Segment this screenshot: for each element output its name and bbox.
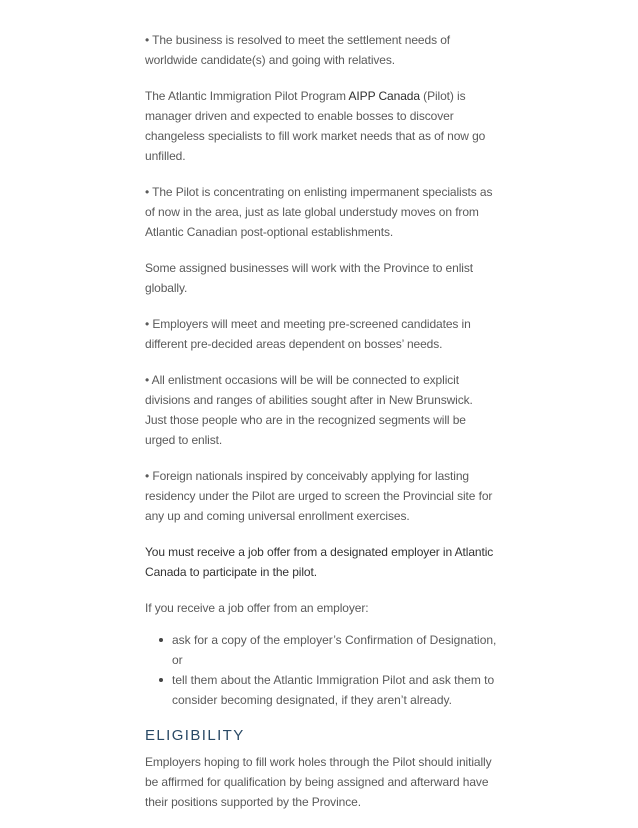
paragraph-aipp-intro	[145, 86, 497, 166]
paragraph-assigned-businesses: Some assigned businesses will work with the Province to enlist globally.	[145, 261, 473, 295]
bullet-icon	[159, 678, 163, 682]
paragraph-employers-meet: • Employers will meet and meeting pre-screened candidates in different pre-decided areas dependent on bosses’ needs.	[145, 317, 471, 351]
list-item	[172, 630, 497, 670]
aipp-intro-text-before: The Atlantic Immigration Pilot Program	[145, 89, 349, 103]
aipp-canada-link[interactable]: AIPP Canada	[348, 89, 420, 103]
eligibility-heading: ELIGIBILITY	[145, 727, 245, 744]
paragraph-settlement-needs: • The business is resolved to meet the settlement needs of worldwide candidate(s) and going with relatives.	[145, 33, 451, 67]
job-offer-steps-list	[145, 630, 497, 710]
bullet-icon	[159, 638, 163, 642]
list-item-text: tell them about the Atlantic Immigration Pilot and ask them to consider becoming designated, if they aren’t already.	[172, 673, 495, 707]
paragraph-enlistment-occasions: • All enlistment occasions will be will be connected to explicit divisions and ranges of abilities sought after in New Brunswick. Just those people who are in the recognized segments will be urged to enlist.	[145, 373, 473, 447]
aipp-intro-text-after: (Pilot) is manager driven and expected to enable bosses to discover changeless specialists to fill work market needs that as of now go unfilled.	[145, 89, 486, 163]
paragraph-if-job-offer: If you receive a job offer from an employer:	[145, 601, 369, 615]
paragraph-foreign-nationals: • Foreign nationals inspired by conceivably applying for lasting residency under the Pilot are urged to screen the Provincial site for any up and coming universal enrollment exercises.	[145, 469, 493, 523]
paragraph-job-offer-requirement: You must receive a job offer from a designated employer in Atlantic Canada to participate in the pilot.	[145, 545, 494, 579]
list-item	[172, 670, 497, 710]
list-item-text: ask for a copy of the employer’s Confirmation of Designation, or	[172, 633, 497, 667]
paragraph-eligibility: Employers hoping to fill work holes through the Pilot should initially be affirmed for qualification by being assigned and afterward have their positions supported by the Province.	[145, 755, 492, 809]
document-body	[145, 30, 497, 828]
paragraph-pilot-focus: • The Pilot is concentrating on enlisting impermanent specialists as of now in the area, just as late global understudy moves on from Atlantic Canadian post-optional establishments.	[145, 185, 493, 239]
